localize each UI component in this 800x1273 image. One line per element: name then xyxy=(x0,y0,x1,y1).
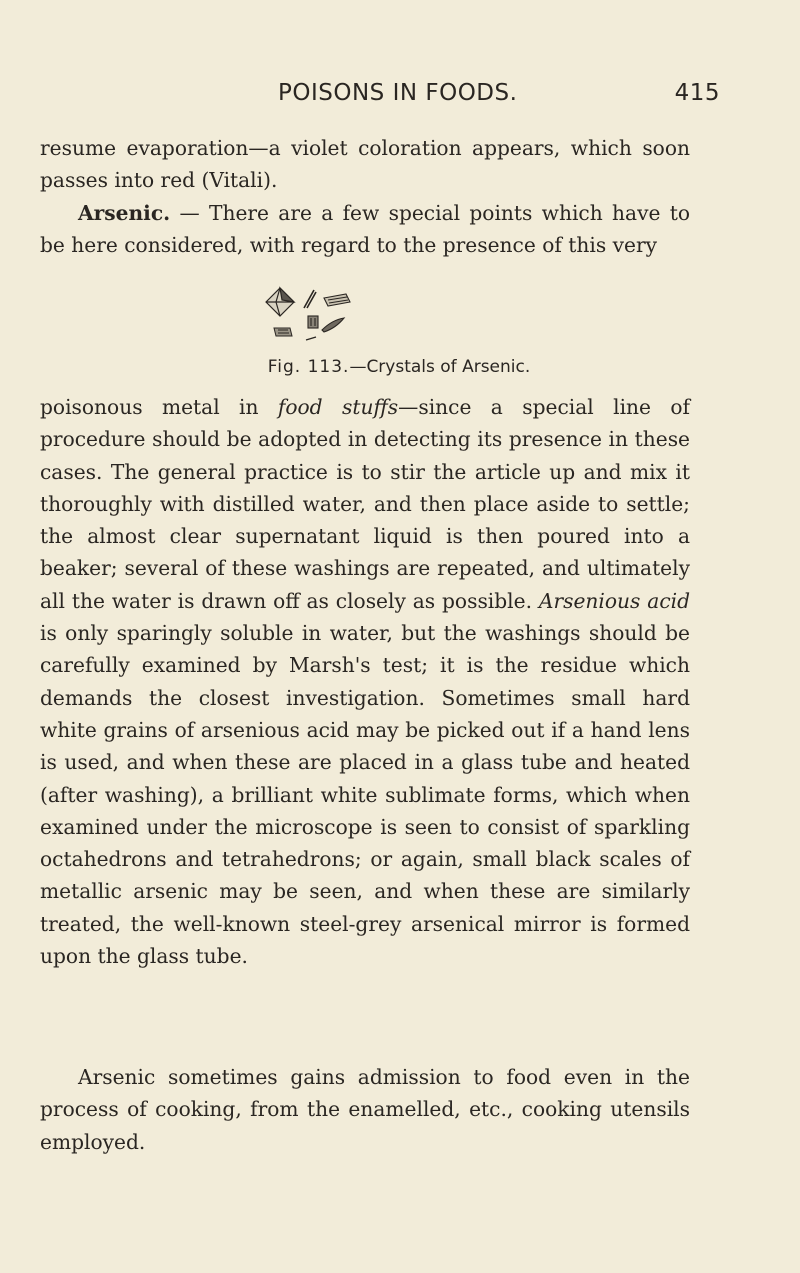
plate-crystal-icon xyxy=(308,316,318,328)
fragment-crystal-icon xyxy=(306,337,316,340)
prism-crystal-icon xyxy=(324,294,350,306)
paragraph-continuation xyxy=(40,132,690,261)
paragraph-cooking: Arsenic sometimes gains admission to food even in the process of cooking, from the enamelled, etc., cooking utensils employed. xyxy=(40,1065,690,1154)
paragraph-text: — There are a few special points which have to be here considered, with regard to the presence of this very xyxy=(40,200,690,257)
paragraph-text: —since a special line of procedure should be adopted in detecting its presence in these cases. The general practice is to stir the article up and mix it thoroughly with distilled water, and then place aside to settle; the almost clear supernatant liquid is then poured into a beaker; several of these washings are repeated, and ultimately all the water is drawn off as closely as possible. xyxy=(40,395,691,613)
arsenic-crystals-illustration xyxy=(252,284,552,364)
paragraph-text: is only sparingly soluble in water, but the washings should be carefully examined by Marsh's test; it is the residue which demands the closest investigation. Sometimes small hard white grains of arsenious acid may be picked out if a hand lens is used, and when these are placed in a glass tube and heated (after washing), a brilliant white sublimate forms, which when examined under the microscope is seen to consist of sparkling octahedrons and tetrahedrons; or again, small black scales of metallic arsenic may be seen, and when these are similarly treated, the well-known steel-grey arsenical mirror is formed upon the glass tube. xyxy=(40,621,690,969)
paragraph-text: poisonous metal in xyxy=(40,395,278,419)
page-number: 415 xyxy=(674,80,720,106)
running-head: POISONS IN FOODS. xyxy=(278,80,518,106)
emphasis-arsenious-acid: Arsenious acid xyxy=(538,588,690,613)
paragraph-detection xyxy=(40,391,690,972)
elongated-crystal-icon xyxy=(322,318,344,332)
paragraph-arsenic xyxy=(40,201,690,257)
octahedron-crystal-icon xyxy=(266,288,294,316)
scale-crystal-icon xyxy=(274,328,292,336)
figure-number: Fig. 113. xyxy=(267,357,350,377)
paragraph-text: resume evaporation—a violet coloration appears, which soon passes into red (Vitali). xyxy=(40,136,690,193)
emphasis-food-stuffs: food stuffs xyxy=(277,395,399,419)
needle-crystal-icon xyxy=(304,290,316,308)
figure-caption xyxy=(40,357,758,377)
figure-caption-text: —Crystals of Arsenic. xyxy=(349,357,531,377)
section-heading: Arsenic. xyxy=(78,200,171,225)
